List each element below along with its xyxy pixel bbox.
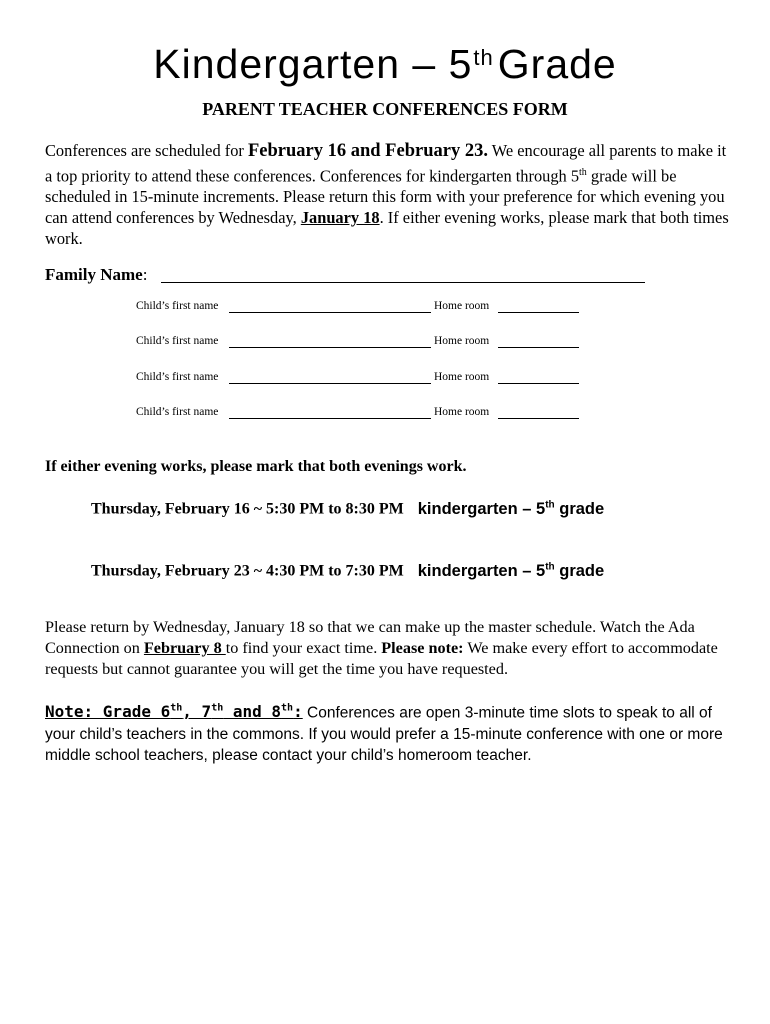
child-name-input-line[interactable] <box>229 418 431 419</box>
title-superscript: th <box>473 45 494 70</box>
family-name-input-line[interactable] <box>161 282 645 283</box>
slot-time: Thursday, February 23 ~ 4:30 PM to 7:30 PM <box>91 562 404 580</box>
child-row <box>136 300 596 316</box>
conference-slot <box>91 499 604 519</box>
please-note-label: Please note: <box>381 639 464 657</box>
home-room-input-line[interactable] <box>498 418 579 419</box>
form-subtitle: PARENT TEACHER CONFERENCES FORM <box>202 99 568 119</box>
child-name-input-line[interactable] <box>229 312 431 313</box>
home-room-input-line[interactable] <box>498 312 579 313</box>
child-row <box>136 335 596 351</box>
home-room-label: Home room <box>434 406 490 418</box>
note-body: Conferences are open 3-minute time slots to speak to all of your child’s teachers in the commons. If you would prefer a 15-minute conference with one or more middle school teachers, please contact your child’s homeroom teacher. <box>45 704 723 765</box>
intro-superscript: th <box>579 167 587 178</box>
slot-grades: kindergarten – 5th grade <box>417 561 605 580</box>
intro-text-2: We encourage all parents to make it a top priority to attend these conferences. Conferences for kindergarten through 5 <box>45 141 727 186</box>
child-name-label: Child’s first name <box>136 300 219 312</box>
family-name-field <box>45 265 147 285</box>
slot-time: Thursday, February 16 ~ 5:30 PM to 8:30 PM <box>91 500 404 518</box>
child-name-label: Child’s first name <box>136 335 219 347</box>
middle-school-note <box>45 698 725 767</box>
child-row <box>136 371 596 387</box>
either-evening-note: If either evening works, please mark that both evenings work. <box>45 458 467 475</box>
title-text: Kindergarten – 5 <box>153 41 473 87</box>
home-room-input-line[interactable] <box>498 383 579 384</box>
intro-text-3: grade will be scheduled in 15-minute increments. Please return this form with your preference for which evening you can attend conferences by Wednesday, <box>45 166 725 228</box>
child-name-label: Child’s first name <box>136 406 219 418</box>
title-suffix: Grade <box>497 41 617 87</box>
intro-text-1: Conferences are scheduled for <box>45 141 248 160</box>
child-name-input-line[interactable] <box>229 347 431 348</box>
conference-dates: February 16 and February 23. <box>247 141 488 161</box>
home-room-input-line[interactable] <box>498 347 579 348</box>
home-room-label: Home room <box>434 300 490 312</box>
home-room-label: Home room <box>434 371 490 383</box>
note-heading: Note: Grade 6th, 7th and 8th: <box>45 702 303 722</box>
intro-text-4: . If either evening works, please mark that both times work. <box>45 208 729 249</box>
home-room-label: Home room <box>434 335 490 347</box>
family-name-colon: : <box>142 265 148 284</box>
return-paragraph: Please return by Wednesday, January 18 so that we can make up the master schedule. Watch the Ada Connection on February 8 to find your exact time. Please note: We make every effort to accommodate requests but cannot guarantee you will get the time you have requested. <box>45 618 718 678</box>
child-row <box>136 406 596 422</box>
slot-grades: kindergarten – 5th grade <box>417 499 605 518</box>
schedule-publish-date: February 8 <box>143 639 226 657</box>
page-title <box>0 41 770 87</box>
conference-slot <box>91 561 604 581</box>
family-name-label: Family Name <box>45 265 143 284</box>
return-deadline: January 18 <box>300 208 380 228</box>
child-name-input-line[interactable] <box>229 383 431 384</box>
child-name-label: Child’s first name <box>136 371 219 383</box>
intro-paragraph <box>45 140 735 249</box>
